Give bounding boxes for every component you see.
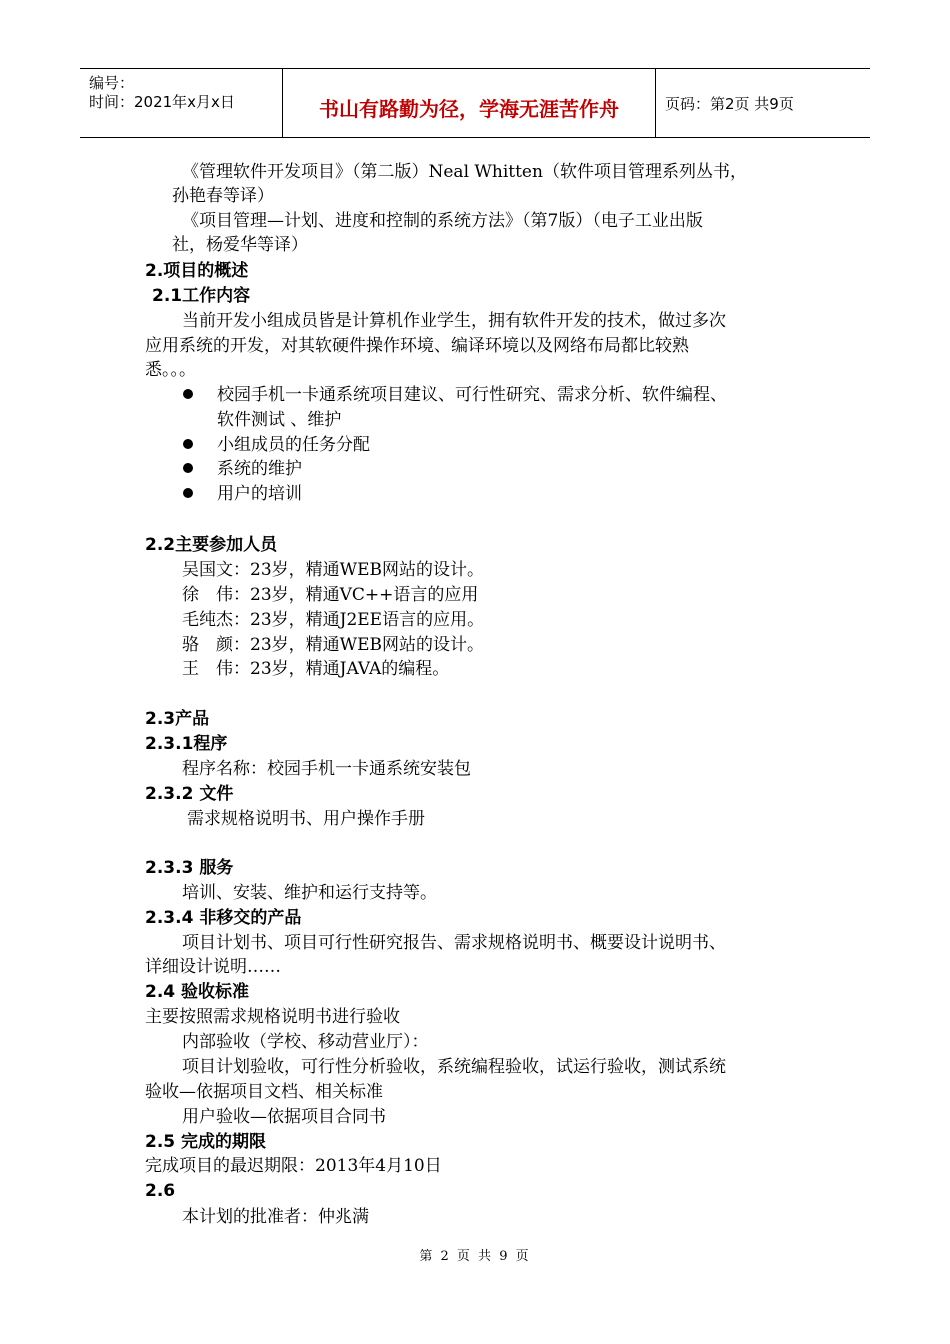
section-2-3-1-heading: 2.3.1程序 [145,734,228,754]
paragraph-line: 需求规格说明书、用户操作手册 [187,809,425,829]
member-line: 王 伟：23岁，精通JAVA的编程。 [182,659,450,679]
paragraph-line: 本计划的批准者：仲兆满 [182,1207,369,1227]
paragraph-line: 详细设计说明…… [145,957,281,977]
section-2-5-heading: 2.5 完成的期限 [145,1132,267,1152]
paragraph-line: 应用系统的开发，对其软硬件操作环境、编译环境以及网络布局都比较熟 [145,336,689,356]
doc-time-label: 时间：2021年x月x日 [89,93,235,111]
paragraph-line: 培训、安装、维护和运行支持等。 [182,883,437,903]
bullet-item: 系统的维护 [217,459,302,479]
section-2-3-3-heading: 2.3.3 服务 [145,858,234,878]
reference-1-line-2: 孙艳春等译） [172,186,274,206]
section-2-4-heading: 2.4 验收标准 [145,982,250,1002]
section-2-heading: 2.项目的概述 [145,261,249,281]
header-page-number: 页码：第2页 共9页 [665,95,794,113]
reference-2-line-1: 《项目管理—计划、进度和控制的系统方法》（第7版）（电子工业出版 [182,211,703,231]
section-2-2-heading: 2.2主要参加人员 [145,535,278,555]
paragraph-line: 主要按照需求规格说明书进行验收 [145,1007,400,1027]
paragraph-line: 验收—依据项目文档、相关标准 [145,1082,383,1102]
reference-1-line-1: 《管理软件开发项目》（第二版）Neal Whitten（软件项目管理系列丛书， [182,162,747,182]
paragraph-line: 悉。。。 [145,360,196,380]
bullet-icon [183,463,193,473]
doc-number-label: 编号： [89,74,135,92]
header-page-cell [656,69,870,137]
bullet-item-continuation: 软件测试 、维护 [217,410,342,430]
paragraph-line: 项目计划验收，可行性分析验收，系统编程验收，试运行验收，测试系统 [182,1057,726,1077]
bullet-icon [183,439,193,449]
bullet-icon [183,389,193,399]
paragraph-line: 项目计划书、项目可行性研究报告、需求规格说明书、概要设计说明书、 [182,933,726,953]
section-2-3-2-heading: 2.3.2 文件 [145,784,234,804]
member-line: 骆 颜：23岁，精通WEB网站的设计。 [182,635,485,655]
paragraph-line: 完成项目的最迟期限：2013年4月10日 [145,1156,442,1176]
paragraph-line: 当前开发小组成员皆是计算机作业学生，拥有软件开发的技术，做过多次 [182,311,726,331]
member-line: 吴国文：23岁，精通WEB网站的设计。 [182,560,485,580]
paragraph-line: 用户验收—依据项目合同书 [182,1107,386,1127]
reference-2-line-2: 社，杨爱华等译） [172,235,308,255]
header-motto-cell [283,69,656,137]
member-line: 徐 伟：23岁，精通VC++语言的应用 [182,585,479,605]
bullet-item: 校园手机一卡通系统项目建议、可行性研究、需求分析、软件编程、 [217,385,727,405]
page-header [80,68,870,138]
section-2-3-heading: 2.3产品 [145,709,210,729]
header-motto: 书山有路勤为径，学海无涯苦作舟 [319,97,619,121]
page-footer: 第 2 页 共 9 页 [419,1249,531,1264]
section-2-1-heading: 2.1工作内容 [152,286,251,306]
bullet-icon [183,488,193,498]
bullet-item: 小组成员的任务分配 [217,435,370,455]
member-line: 毛纯杰：23岁，精通J2EE语言的应用。 [182,610,485,630]
header-meta-cell [80,69,283,137]
paragraph-line: 程序名称：校园手机一卡通系统安装包 [182,759,471,779]
paragraph-line: 内部验收（学校、移动营业厅）： [182,1032,429,1052]
bullet-item: 用户的培训 [217,484,302,504]
section-2-6-heading: 2.6 [145,1181,176,1201]
section-2-3-4-heading: 2.3.4 非移交的产品 [145,908,302,928]
